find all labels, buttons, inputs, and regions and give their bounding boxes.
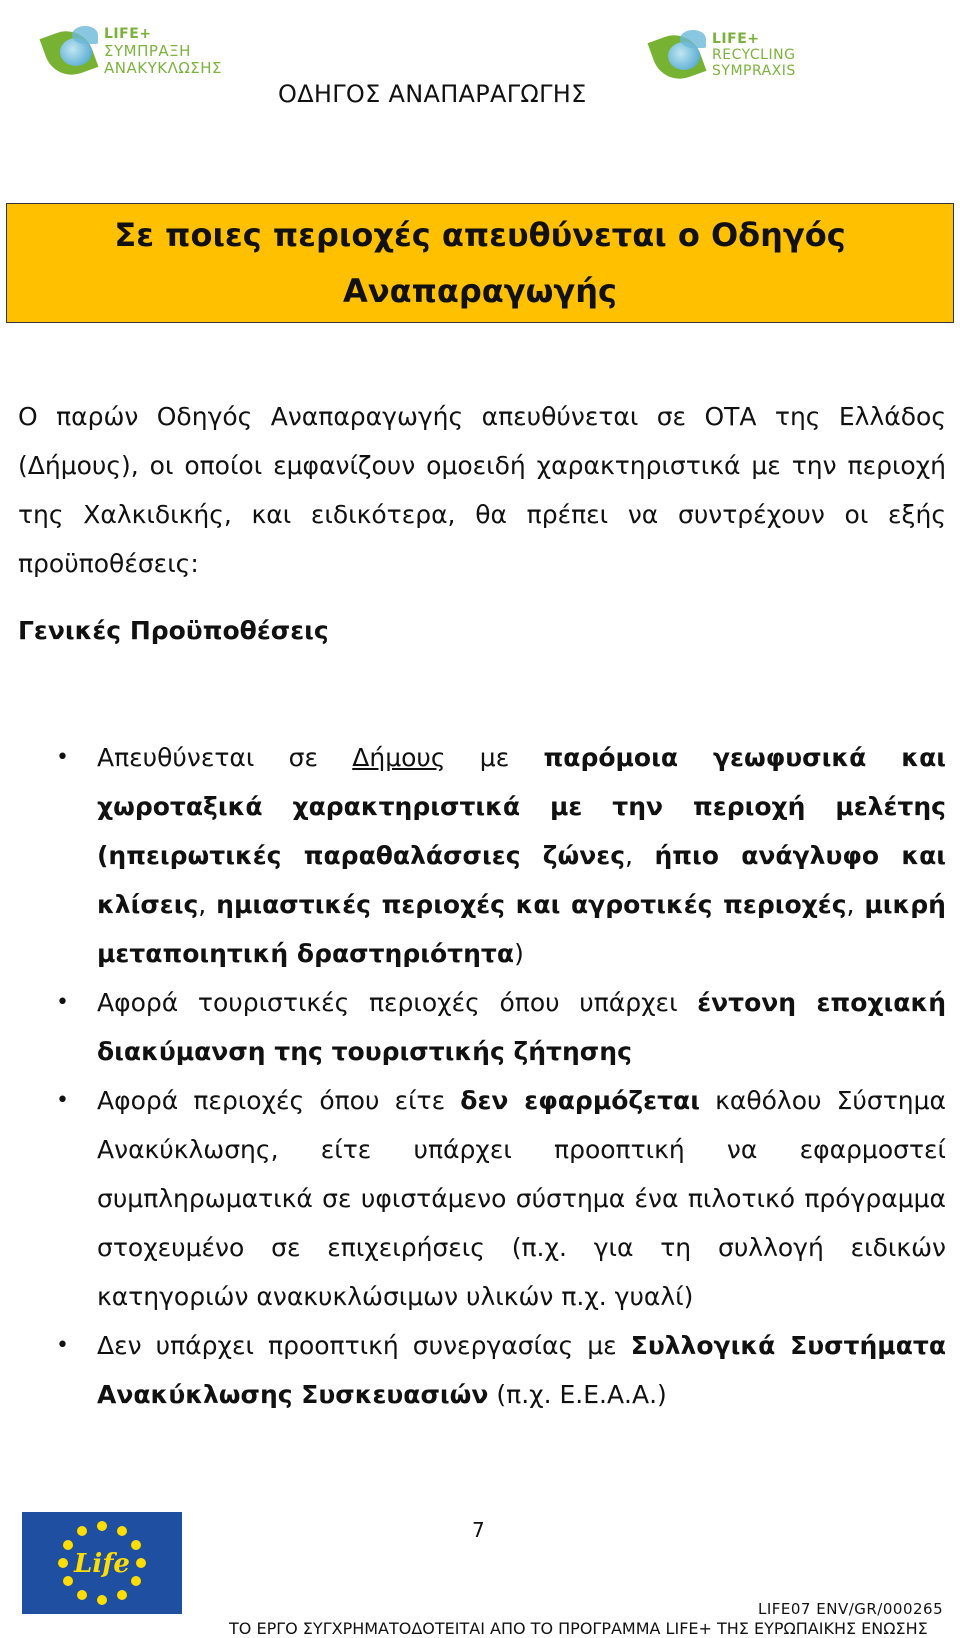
logo-right-line3: SYMPRAXIS [712, 63, 796, 79]
leaf-globe-icon [650, 26, 708, 84]
logo-left-line2: ΣΥΜΠΡΑΞΗ [104, 41, 191, 60]
funding-statement: ΤΟ ΕΡΓΟ ΣΥΓΧΡΗΜΑΤΟΔΟΤΕΙΤΑΙ ΑΠΟ ΤΟ ΠΡΟΓΡΑΜΜΑ LIFE+ ΤΗΣ ΕΥΡΩΠΑΙΚΗΣ ΕΝΩΣΗΣ [229, 1619, 928, 1638]
section-title-line1: Σε ποιες περιοχές απευθύνεται ο Οδηγός [114, 216, 846, 254]
intro-paragraph: Ο παρών Οδηγός Αναπαραγωγής απευθύνεται σε ΟΤΑ της Ελλάδος (Δήμους), οι οποίοι εμφανίζουν ομοειδή χαρακτηριστικά με την περιοχή της Χαλκιδικής, και ειδικότερα, θα πρέπει να συντρέχουν οι εξής προϋποθέσεις: [18, 402, 946, 578]
logo-left-line1: LIFE+ [104, 25, 152, 42]
list-item: • Αφορά περιοχές όπου είτε δεν εφαρμόζεται καθόλου Σύστημα Ανακύκλωσης, είτε υπάρχει προοπτική να εφαρμοστεί συμπληρωματικά σε υφιστάμενο σύστημα ένα πιλοτικό πρόγραμμα στοχευμένο σε επιχειρήσεις (π.χ. για τη συλλογή ειδικών κατηγοριών ανακυκλώσιμων υλικών π.χ. γυαλί) [0, 1076, 946, 1321]
life-recycling-logo [650, 26, 796, 84]
prerequisites-list [0, 733, 960, 1419]
logo-right-line2: RECYCLING [712, 47, 796, 63]
list-item: • Δεν υπάρχει προοπτική συνεργασίας με Συλλογικά Συστήματα Ανακύκλωσης Συσκευασιών (π.χ. Ε.Ε.Α.Α.) [0, 1321, 946, 1419]
general-prerequisites-heading: Γενικές Προϋποθέσεις [18, 616, 329, 645]
eu-life-logo [22, 1512, 182, 1614]
list-item: • Απευθύνεται σε Δήμους με παρόμοια γεωφυσικά και χωροταξικά χαρακτηριστικά με την περιοχή μελέτης (ηπειρωτικές παραθαλάσσιες ζώνες, ήπιο ανάγλυφο και κλίσεις, ημιαστικές περιοχές και αγροτικές περιοχές, μικρή μεταποιητική δραστηριότητα) [0, 733, 946, 978]
eu-stars-icon [22, 1512, 182, 1614]
section-title-box [6, 203, 954, 323]
list-item: • Αφορά τουριστικές περιοχές όπου υπάρχει έντονη εποχιακή διακύμανση της τουριστικής ζήτησης [0, 978, 946, 1076]
life-sympraxi-logo [42, 22, 222, 80]
eu-logo-text: Life [74, 1549, 130, 1579]
logo-right-line1: LIFE+ [712, 31, 760, 47]
project-reference: LIFE07 ENV/GR/000265 [758, 1600, 944, 1618]
document-header-title: ΟΔΗΓΟΣ ΑΝΑΠΑΡΑΓΩΓΗΣ [278, 80, 587, 108]
leaf-globe-icon [42, 22, 100, 80]
section-title-line2: Αναπαραγωγής [343, 272, 617, 310]
page-number: 7 [472, 1518, 485, 1542]
logo-left-line3: ΑΝΑΚΥΚΛΩΣΗΣ [104, 58, 223, 77]
